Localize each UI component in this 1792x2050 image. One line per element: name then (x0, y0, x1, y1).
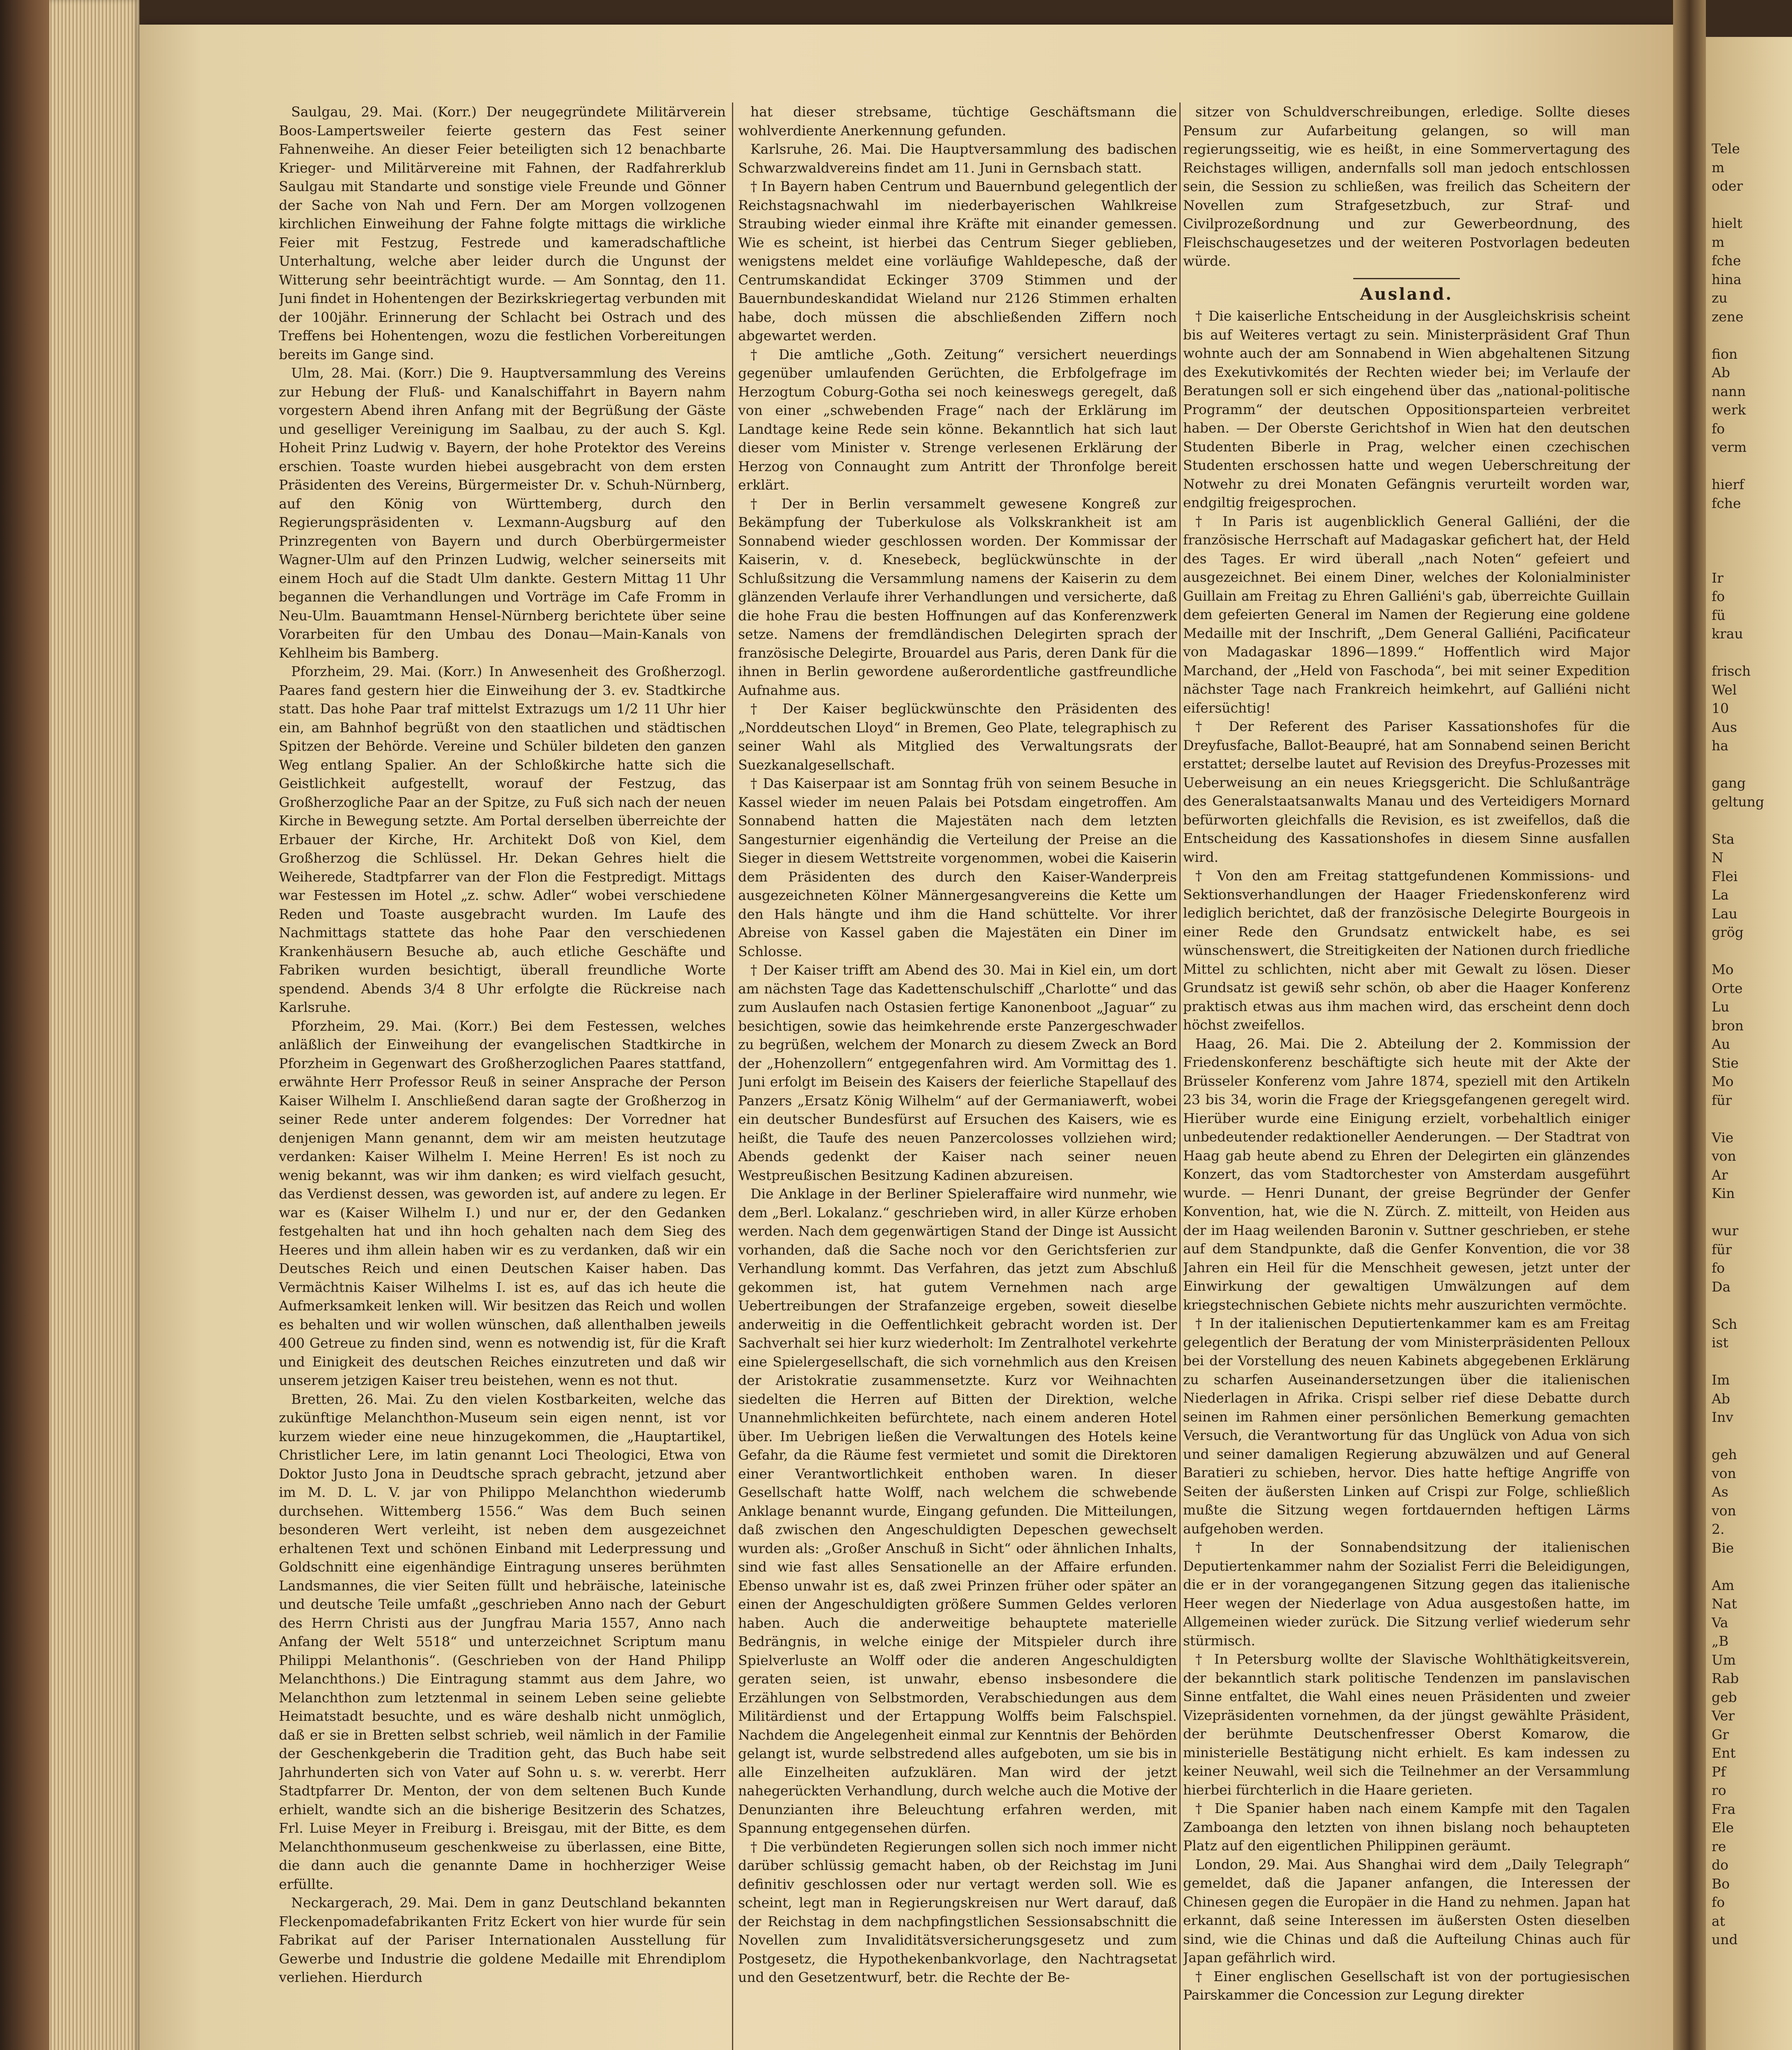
facing-page-line: Gr (1712, 1726, 1729, 1742)
facing-page-line: von (1712, 1502, 1736, 1519)
column-1 (279, 102, 726, 2050)
facing-page-line: für (1712, 1241, 1732, 1257)
facing-page-line: Wel (1712, 681, 1737, 698)
facing-page-line: für (1712, 1092, 1732, 1108)
news-item-regierungen: † Die verbündeten Regierungen sollen sich noch immer nicht darüber schlüssig gemacht haben, ob der Reichstag im Juni definitiv geschlossen oder nur vertagt werden soll. Wie es scheint, legt man in Regierungskreisen nur Wert darauf, daß der Reichstag in dem nachpfingstlichen Sessionsabschnitt die Novellen zum Invaliditätsversicherungsgesetz und zum Postgesetz, die Hypothekenbankvorlage, den Nachtragsetat und den Gesetzentwurf, betr. die Rechte der Be- (738, 1838, 1177, 1985)
facing-page-line: Bie (1712, 1540, 1734, 1556)
news-item-tuberkulose: † Der in Berlin versammelt gewesene Kongreß zur Bekämpfung der Tuberkulose als Volkskrankheit ist am Sonnabend wieder geschlossen worden. Der Kommissar der Kaiserin, v. d. Knesebeck, beglückwünschte in der Schlußsitzung die Versammlung namens der Kaiserin zu dem glänzenden Verlaufe ihrer Verhandlungen und versicherte, daß die hohe Frau die besten Hoffnungen auf das Konferenzwerk setze. Namens der fremdländischen Delegirten sprach der französische Delegirte, Brouardel aus Paris, deren Dank für die ihnen in Berlin gewordene außerordentliche gastfreundliche Aufnahme aus. (738, 495, 1177, 698)
news-item-petersburg: † In Petersburg wollte der Slavische Wohlthätigkeitsverein, der bekanntlich stark politische Tendenzen im panslavischen Sinne entfaltet, die Wahl eines neuen Präsidenten und zweier Vizepräsidenten vornehmen, da der jüngst gewählte Präsident, der berühmte Deutschenfresser Oberst Komarow, die ministerielle Bestätigung nicht erhielt. Es kam indessen zu keiner Neuwahl, weil sich die Teilnehmer an der Versammlung hierbei fürchterlich in die Haare gerieten. (1183, 1651, 1630, 1798)
facing-page-line (1706, 457, 1792, 476)
news-item-spanier: † Die Spanier haben nach einem Kampfe mit den Tagalen Zamboanga den letzten von ihnen bislang noch behaupteten Platz auf den eigentlichen Philippinen geräumt. (1183, 1800, 1630, 1854)
facing-page-line: oder (1712, 178, 1743, 194)
facing-page-line: Tele (1712, 141, 1740, 157)
facing-page-line: at (1712, 1913, 1725, 1929)
facing-page-line: von (1712, 1148, 1736, 1164)
facing-page-line: fo (1712, 1260, 1725, 1276)
facing-page-line: re (1712, 1838, 1726, 1854)
page-edges (49, 0, 139, 2050)
facing-page-line: Flei (1712, 868, 1738, 884)
news-item-reichstag-continuation: sitzer von Schuldverschreibungen, erledige. Sollte dieses Pensum zur Aufarbeitung gelangen, so will man regierungsseitig, wie es heißt, in eine Sommervertagung des Reichstages willigen, andernfalls soll man jedoch entschlossen sein, die Session zu schließen, was freilich das Scheitern der Novellen zum Strafgesetzbuch, zur Straf- und Civilprozeßordnung und zur Gewerbeordnung, des Fleischschaugesetzes und der weiteren Postvorlagen bedeuten würde. (1183, 104, 1630, 269)
facing-page-line: hielt (1712, 215, 1743, 231)
section-heading-ausland: Ausland. (1360, 284, 1453, 304)
facing-page-line: Va (1712, 1614, 1728, 1631)
facing-page-line: La (1712, 887, 1729, 903)
facing-page-line: von (1712, 1465, 1736, 1481)
news-item-saulgau: Saulgau, 29. Mai. (Korr.) Der neugegründete Militärverein Boos-Lampertsweiler feierte gestern das Fest seiner Fahnenweihe. An dieser Feier beteiligten sich 12 benachbarte Krieger- und Militärvereine mit Fahnen, der Radfahrerklub Saulgau mit Standarte und sonstige viele Freunde und Gönner der Sache von Nah und Fern. Der am Morgen vollzogenen kirchlichen Einweihung der Fahne folgte mittags die wirkliche Feier mit Festzug, Festrede und kameradschaftliche Unterhaltung, welche aber leider durch die Ungunst der Witterung sehr beeinträchtigt wurde. — Am Sonntag, den 11. Juni findet in Hohentengen der Bezirkskriegertag verbunden mit der 100jähr. Erinnerung der Schlacht bei Ostrach und des Treffens bei Hohentengen, wozu die festlichen Vorbereitungen bereits im Gange sind. (279, 104, 726, 362)
facing-page-line: N (1712, 850, 1724, 866)
facing-page-line (1706, 1427, 1792, 1446)
facing-page-line: Sch (1712, 1316, 1737, 1332)
facing-page-line: m (1712, 234, 1725, 250)
facing-page-line (1706, 1352, 1792, 1371)
facing-page-line: Au (1712, 1036, 1730, 1052)
facing-page-line: ist (1712, 1335, 1728, 1351)
news-item-kaiserpaar: † Das Kaiserpaar ist am Sonntag früh von seinem Besuche in Kassel wieder im neuen Palais bei Potsdam eingetroffen. Am Sonnabend hatten die Majestäten nach dem letzten Sangesturnier eigenhändig die Verteilung der Preise an die Sieger in diesem Wettstreite vorgenommen, wobei die Kaiserin dem Präsidenten des durch den Kaiser-Wanderpreis ausgezeichneten Kölner Männergesangvereins die Kette um den Hals hängte und ihm die Hand schüttelte. Vor ihrer Abreise von Kassel gaben die Majestäten ein Diner im Schlosse. (738, 775, 1177, 959)
facing-page-line: geh (1712, 1446, 1737, 1462)
facing-page-line: fo (1712, 420, 1725, 437)
news-item-italien-2: † In der Sonnabendsitzung der italienischen Deputiertenkammer nahm der Sozialist Ferri die Beleidigungen, die er in der vorangegangenen Sitzung gegen das italienische Heer wegen der Niederlage von Adua ausgestoßen hatte, im Allgemeinen wieder zurück. Die Sitzung verlief wiederum sehr stürmisch. (1183, 1539, 1630, 1649)
book-cover-edge (0, 0, 49, 2050)
column-rule (732, 102, 733, 2050)
section-divider (1353, 278, 1460, 279)
facing-page-line: krau (1712, 626, 1743, 642)
facing-page-line: verm (1712, 439, 1747, 455)
facing-page-line (1706, 531, 1792, 550)
facing-page-line: hierf (1712, 476, 1744, 492)
facing-page-line: Inv (1712, 1409, 1733, 1425)
facing-page-line: geltung (1712, 793, 1765, 810)
facing-page-line: Nat (1712, 1596, 1737, 1612)
facing-page-line: Sta (1712, 831, 1735, 847)
facing-page-line (1706, 196, 1792, 214)
facing-page-line: bron (1712, 1017, 1744, 1034)
facing-page-line: Ele (1712, 1820, 1734, 1836)
news-item-pforzheim-2: Pforzheim, 29. Mai. (Korr.) Bei dem Festessen, welches anläßlich der Einweihung der evangelischen Stadtkirche in Pforzheim in Gegenwart des Großherzoglichen Paares stattfand, erwähnte Herr Professor Reuß in seiner Ansprache der Person Kaiser Wilhelm I. Anschließend daran sagte der Großherzog in seiner Rede unter anderem folgendes: Der Vorredner hat denjenigen Mann genannt, dem wir am meisten heutzutage verdanken: Kaiser Wilhelm I. Meine Herren! Es ist noch zu wenig bekannt, was wir ihm danken; es wird vielfach gesucht, das Verdienst dessen, was geworden ist, auf andere zu legen. Er war es (Kaiser Wilhelm I.) und nur er, der den Gedanken festgehalten hat und ihn hoch gehalten nach dem Sieg des Heeres und ihm allein haben wir es zu verdanken, daß wir ein Deutsches Reich und einen Deutschen Kaiser haben. Das Vermächtnis Kaiser Wilhelms I. ist es, auf das ich heute die Aufmerksamkeit lenken will. Wir besitzen das Reich und wollen es behalten und wir wollen wünschen, daß allenthalben jeweils 400 Getreue zu finden sind, wenn es notwendig ist, für die Kraft und Einigkeit des deutschen Reiches einzutreten und daß wir unserem jetzigen Kaiser treu beistehen, wenn es not thut. (279, 1018, 726, 1388)
column-2 (738, 102, 1177, 2050)
facing-page-line: Da (1712, 1278, 1731, 1295)
facing-page-line: Um (1712, 1651, 1736, 1668)
facing-page-line (1706, 326, 1792, 345)
facing-page-line (1706, 512, 1792, 531)
facing-page-line: 10 (1712, 700, 1729, 716)
facing-page-line: „B (1712, 1633, 1729, 1649)
news-item-italien-1: † In der italienischen Deputiertenkammer kam es am Freitag gelegentlich der Beratung der vom Ministerpräsidenten Pelloux bei der Vorstellung des neuen Kabinets abgegebenen Erklärung zu scharfen Auseinandersetzungen über die italienischen Niederlagen in Afrika. Crispi selber rief diese Debatte durch seinen im Rahmen einer persönlichen Bemerkung gemachten Versuch, die Verantwortung für das Unglück von Adua von sich und seiner damaligen Regierung abzuwälzen und auf General Baratieri zu schieben, hervor. Dies hatte heftige Angriffe von Seiten der äußersten Linken auf Crispi zur Folge, schließlich mußte die Sitzung wegen fortdauernden heftigen Lärms aufgehoben werden. (1183, 1315, 1630, 1537)
facing-page-line: Kin (1712, 1185, 1735, 1201)
news-item-london: London, 29. Mai. Aus Shanghai wird dem „Daily Telegraph“ gemeldet, daß die Japaner anfangen, die Interessen der Chinesen gegen die Europäer in die Hand zu nehmen. Japan hat erkannt, daß seine Interessen im äußersten Osten dieselben sind, wie die Chinas und daß die Aufteilung Chinas auch für Japan gefährlich wird. (1183, 1856, 1630, 1966)
news-item-ausgleichskrisis: † Die kaiserliche Entscheidung in der Ausgleichskrisis scheint bis auf Weiteres vertagt zu sein. Ministerpräsident Graf Thun wohnte auch der am Sonnabend in Wien abgehaltenen Sitzung des Exekutivkomités der Rechten wieder bei; im Verlaufe der Beratungen soll er sich eingehend über das „national-politische Programm“ der deutschen Oppositionsparteien verbreitet haben. — Der Oberste Gerichtshof in Wien hat den deutschen Studenten Biberle in Prag, welcher einen czechischen Studenten erschossen hatte und wegen Ueberschreitung der Notwehr zu drei Monaten Gefängnis verurteilt worden war, endgiltig freigesprochen. (1183, 308, 1630, 510)
column-3 (1183, 102, 1630, 2050)
facing-page-line (1706, 811, 1792, 830)
facing-page-line: Ver (1712, 1708, 1735, 1724)
facing-page-line (1706, 1109, 1792, 1128)
news-item-neckargerach: Neckargerach, 29. Mai. Dem in ganz Deutschland bekannten Fleckenpomadefabrikanten Fritz Eckert von hier wurde für sein Fabrikat auf der Pariser Internationalen Ausstellung für Gewerbe und Industrie die goldene Medaille mit Ehrendiplom verliehen. Hierdurch (279, 1895, 726, 1985)
facing-page-line: Mo (1712, 961, 1734, 977)
facing-page-line: fche (1712, 253, 1741, 269)
news-item-bretten: Bretten, 26. Mai. Zu den vielen Kostbarkeiten, welche das zukünftige Melanchthon-Museum sein eigen nennt, ist vor kurzem wieder eine neue hinzugekommen, die „Hauptartikel, Christlicher Lere, im latin genannt Loci Theologici, Etwa von Doktor Justo Jona in Deudtsche sprach gebracht, jetzund aber im M. D. L. V. jar von Philippo Melanchthon wiederumb durchsehen. Wittemberg 1556.“ Was dem Buch seinen besonderen Wert verleiht, ist neben dem ausgezeichnet erhaltenen Text und schönen Einband mit Lederpressung und Goldschnitt eine eigenhändige Eintragung unseres berühmten Landsmannes, die vier Seiten füllt und hebräische, lateinische und deutsche Teile umfaßt „geschrieben Anno nach der Geburt des Herrn Christi aus der Jungfrau Maria 1557, Anno nach Anfang der Welt 5518“ und unterzeichnet Scriptum manu Philippi Melanthonis“. (Geschrieben von der Hand Philipp Melanchthons.) Die Eintragung stammt aus dem Jahre, wo Melanchthon zum letztenmal in seinem Leben seine geliebte Heimatstadt besuchte, und es wäre deshalb nicht unmöglich, daß er sie in Bretten selbst schrieb, weil nämlich in der Familie der Geschenkgeberin die Tradition geht, das Buch habe seit Jahrhunderten sich von Vater auf Sohn u. s. w. vererbt. Herr Stadtpfarrer Dr. Menton, der von dem seltenen Buch Kunde erhielt, wandte sich an die bisherige Besitzerin des Schatzes, Frl. Luise Meyer in Freiburg i. Breisgau, mit der Bitte, es dem Melanchthonmuseum geschenkweise zu überlassen, eine Bitte, die dann auch die genannte Dame in hochherziger Weise erfüllte. (279, 1391, 726, 1892)
facing-page-line: fü (1712, 607, 1726, 623)
facing-page-line: Ir (1712, 569, 1724, 586)
facing-page-line: Stie (1712, 1055, 1739, 1071)
news-item-haag: Haag, 26. Mai. Die 2. Abteilung der 2. Kommission der Friedenskonferenz beschäftigte sich heute mit der Akte der Brüsseler Konferenz vom Jahre 1874, speziell mit den Artikeln 23 bis 34, worin die Frage der Kriegsgefangenen geregelt wird. Hierüber wurde eine Einigung erzielt, vorbehaltlich einiger unbedeutender redaktioneller Aenderungen. — Der Stadtrat von Haag gab heute abend zu Ehren der Delegirten ein glänzendes Konzert, das vom Stadtorchester von Amsterdam ausgeführt wurde. — Henri Dunant, der greise Begründer der Genfer Konvention, hat, wie die N. Zürch. Z. mitteilt, von Heiden aus der im Haag weilenden Baronin v. Suttner geschrieben, er stehe auf dem Standpunkte, daß die Genfer Konvention, die vor 38 Jahren ein Heil für die Menschheit gewesen, jetzt unter der Einwirkung der gewaltigen Umwälzungen auf dem kriegstechnischen Gebiete nichts mehr auszurichten vermöchte. (1183, 1035, 1630, 1313)
news-item-friedenskonferenz: † Von den am Freitag stattgefundenen Kommissions- und Sektionsverhandlungen der Haager Friedenskonferenz wird lediglich berichtet, daß der französische Delegirte Bourgeois in einer Rede den Grundsatz entwickelt habe, es sei wünschenswert, die Streitigkeiten der Nationen durch friedliche Mittel zu schlichten, nicht aber mit Gewalt zu lösen. Dieser Grundsatz ist gewiß sehr schön, ob aber die Haager Konferenz praktisch etwas aus ihm machen wird, das erscheint denn doch höchst zweifellos. (1183, 868, 1630, 1033)
facing-page-line: Mo (1712, 1073, 1734, 1089)
news-item-continuation: hat dieser strebsame, tüchtige Geschäftsmann die wohlverdiente Anerkennung gefunden. (738, 104, 1177, 139)
facing-page-line: Fra (1712, 1801, 1736, 1817)
facing-page-line (1706, 942, 1792, 961)
facing-page-line: As (1712, 1484, 1728, 1500)
facing-page-fragment (1706, 37, 1792, 2050)
news-item-pforzheim-1: Pforzheim, 29. Mai. (Korr.) In Anwesenheit des Großherzogl. Paares fand gestern hier die Einweihung der 3. ev. Stadtkirche statt. Das hohe Paar traf mittelst Extrazugs um 1/2 11 Uhr hier ein, am Bahnhof begrüßt von den staatlichen und städtischen Spitzen der Behörde. Vereine und Schüler bildeten den ganzen Weg entlang Spalier. An der Schloßkirche hatte sich die Geistlichkeit aufgestellt, worauf der Festzug, das Großherzogliche Paar an der Spitze, zu Fuß sich nach der neuen Kirche in Bewegung setzte. Am Portal derselben überreichte der Erbauer der Kirche, Hr. Architekt Doß von Kiel, dem Großherzog die Schlüssel. Hr. Dekan Gehres hielt die Weiherede, Stadtpfarrer van der Flon die Festpredigt. Mittags war Festessen im Hotel „z. schw. Adler“ wobei verschiedene Reden und Toaste ausgebracht wurden. Im Laufe des Nachmittags stattete das hohe Paar den verschiedenen Krankenhäusern Besuche ab, auch etliche Geschäfte und Fabriken wurden besichtigt, überall freundliche Worte spendend. Abends 3/4 8 Uhr erfolgte die Rückreise nach Karlsruhe. (279, 663, 726, 1015)
news-item-paris-gallieni: † In Paris ist augenblicklich General Galliéni, der die französische Herrschaft auf Madagaskar gefichert hat, der Held des Tages. Er wird überall „nach Noten“ gefeiert und ausgezeichnet. Bei einem Diner, welches der Kolonialminister Guillain am Freitag zu Ehren Galliéni's gab, überreichte Guillain dem gefeierten General im Namen der Regierung eine goldene Medaille mit der Inschrift, „Dem General Galliéni, Pacificateur von Madagaskar 1896—1899.“ Hoffentlich wird Major Marchand, der „Held von Faschoda“, bei mit seiner Expedition nächster Tage nach Frankreich heimkehrt, auf Galliéni nicht eifersüchtig! (1183, 513, 1630, 716)
facing-page-line (1706, 1296, 1792, 1315)
facing-page-line: frisch (1712, 663, 1751, 679)
facing-page-line: geb (1712, 1689, 1737, 1705)
facing-page-line: und (1712, 1932, 1738, 1947)
facing-page-line (1706, 643, 1792, 662)
facing-page-line: 2. (1712, 1521, 1725, 1537)
facing-page-line: Lau (1712, 905, 1737, 922)
news-item-portugal: † Einer englischen Gesellschaft ist von der portugiesischen Pairskammer die Concession zur Legung direkter (1183, 1968, 1630, 2003)
facing-page-line (1706, 755, 1792, 774)
facing-page-line: zene (1712, 308, 1744, 325)
news-item-gotha: † Die amtliche „Goth. Zeitung“ versichert neuerdings gegenüber umlaufenden Gerüchten, die Erbfolgefrage im Herzogtum Coburg-Gotha sei noch keineswegs geregelt, daß von einer „schwebenden Frage“ nach der Erklärung im Landtage keine Rede sein könne. Bekanntlich hat sich laut dieser vom Minister v. Strenge verlesenen Erklärung der Herzog von Connaught zum Antritt der Thronfolge bereit erklärt. (738, 346, 1177, 493)
facing-page-line: Bo (1712, 1875, 1730, 1892)
facing-page-line: fo (1712, 1894, 1725, 1910)
facing-page-line: ro (1712, 1782, 1726, 1798)
facing-page-line: nann (1712, 383, 1746, 399)
facing-page-line: fion (1712, 346, 1738, 362)
news-item-kaiser-lloyd: † Der Kaiser beglückwünschte den Präsidenten des „Norddeutschen Lloyd“ in Bremen, Geo Plate, telegraphisch zu seiner Wahl als Mitglied des Verwaltungsrats der Suezkanalgesellschaft. (738, 701, 1177, 773)
news-item-kaiser-kiel: † Der Kaiser trifft am Abend des 30. Mai in Kiel ein, um dort am nächsten Tage das Kadettenschulschiff „Charlotte“ und das zum Auslaufen nach Ostasien fertige Kanonenboot „Jaguar“ zu besichtigen, sowie das heimkehrende erste Panzergeschwader zu begrüßen, welchem der Monarch zu diesem Zweck an Bord der „Hohenzollern“ entgegenfahren wird. Am Vormittag des 1. Juni erfolgt im Beisein des Kaisers der feierliche Stapellauf des Panzers „Ersatz König Wilhelm“ auf der Germaniawerft, wobei ein deutscher Bundesfürst auf Ersuchen des Kaisers, wie es heißt, die Taufe des neuen Panzercolosses vollziehen wird; Abends gedenkt der Kaiser nach seiner neuen Westpreußischen Besitzung Kadinen abzureisen. (738, 962, 1177, 1183)
facing-page-line: gang (1712, 775, 1746, 791)
facing-page-line: Aus (1712, 719, 1737, 735)
facing-page-line: grög (1712, 924, 1744, 940)
facing-page-line: do (1712, 1857, 1728, 1873)
facing-page-text (1706, 37, 1792, 1949)
facing-page-line: Im (1712, 1372, 1730, 1388)
facing-page-line: Ab (1712, 364, 1730, 380)
facing-page-line: Rab (1712, 1670, 1739, 1686)
facing-page-line: werk (1712, 402, 1746, 418)
facing-page-line: fche (1712, 495, 1741, 511)
facing-page-line: zu (1712, 290, 1728, 306)
facing-page-line: Orte (1712, 980, 1743, 996)
news-item-dreyfus: † Der Referent des Pariser Kassationshofes für die Dreyfusfache, Ballot-Beaupré, hat am Sonnabend seinen Bericht erstattet; derselbe lautet auf Revision des Dreyfus-Prozesses mit Ueberweisung an ein neues Kriegsgericht. Die Schlußanträge des Generalstaatsanwalts Manau und des Verteidigers Mornard befürworten gleichfalls die Revision, es ist zweifellos, daß die Entscheidung des Kassationshofes in diesem Sinne ausfallen wird. (1183, 718, 1630, 865)
column-rule (1179, 102, 1181, 2050)
facing-page-line: Ab (1712, 1390, 1730, 1407)
facing-page-line: hina (1712, 271, 1742, 287)
facing-page-line: m (1712, 159, 1725, 175)
facing-page-line: Vie (1712, 1129, 1734, 1146)
news-item-karlsruhe: Karlsruhe, 26. Mai. Die Hauptversammlung des badischen Schwarzwaldvereins findet am 11. Juni in Gernsbach statt. (738, 141, 1177, 176)
facing-page-line: Am (1712, 1577, 1735, 1593)
facing-page-line (1706, 1557, 1792, 1576)
facing-page-line: wur (1712, 1223, 1739, 1239)
facing-page-line: Ar (1712, 1166, 1728, 1183)
facing-page-line: Lu (1712, 999, 1730, 1015)
facing-page-line: ha (1712, 738, 1728, 754)
facing-page-line (1706, 1203, 1792, 1222)
facing-page-line: Ent (1712, 1745, 1736, 1761)
facing-page-line (1706, 550, 1792, 569)
news-item-spieleraffaire: Die Anklage in der Berliner Spieleraffaire wird nunmehr, wie dem „Berl. Lokalanz.“ geschrieben wird, in aller Kürze erhoben werden. Nach dem gegenwärtigen Stand der Dinge ist Aussicht vorhanden, daß die Sache noch vor den Gerichtsferien zur Verhandlung kommt. Das Verfahren, das jetzt zum Abschluß gekommen ist, hat gutem Vernehmen nach arge Uebertreibungen der Strafanzeige ergeben, soweit dieselbe anderweitig in die Oeffentlichkeit gebracht worden ist. Der Sachverhalt sei hier kurz wiederholt: Im Zentralhotel verkehrte eine Spielergesellschaft, die sich vornehmlich aus den Kreisen der Aristokratie zusammensetzte. Kurz vor Weihnachten siedelten die Herren auf Bitten der Direktion, welche Unannehmlichkeiten befürchtete, nach einem anderen Hotel über. Im Uebrigen ließen die Verwaltungen des Hotels keine Gefahr, da die Räume fest vermietet und somit die Direktoren einer Verantwortlichkeit enthoben waren. In dieser Gesellschaft hatte Wolff, nach welchem die schwebende Anklage benannt wurde, Eingang gefunden. Die Mitteilungen, daß zwischen den Angeschuldigten Depeschen gewechselt wurden als: „Großer Anschuß in Sicht“ oder ähnlichen Inhalts, sind wie fast alles Sensationelle an der Affaire erfunden. Ebenso unwahr ist es, daß zwei Prinzen früher oder später an einen der Angeschuldigten größere Summen Geldes verloren haben. Auch die anderweitige behauptete materielle Bedrängnis, in welche einige der Mitspieler durch ihre Spielverluste an Wolff oder die anderen Angeschuldigten geraten seien, ist unwahr, ebenso insbesondere die Erzählungen von Selbstmorden, Verabschiedungen aus dem Militärdienst und der Ertappung Wolffs beim Falschspiel. Nachdem die Angelegenheit einmal zur Kenntnis der Behörden gelangt ist, wurde selbstredend alles aufgeboten, um sie bis in alle Einzelheiten aufzuklären. Man wird der jetzt nahegerückten Verhandlung, durch welche auch die Motive der Denunzianten ihre Beleuchtung erfahren werden, mit Spannung entgegensehen dürfen. (738, 1186, 1177, 1836)
news-item-ulm: Ulm, 28. Mai. (Korr.) Die 9. Hauptversammlung des Vereins zur Hebung der Fluß- und Kanalschiffahrt in Bayern nahm vorgestern Abend ihren Anfang mit der Begrüßung der Gäste und geselliger Vereinigung im Saalbau, zu der auch S. Kgl. Hoheit Prinz Ludwig v. Bayern, der hohe Protektor des Vereins erschien. Toaste wurden hiebei ausgebracht von dem ersten Präsidenten des Vereins, Bürgermeister Dr. v. Schuh-Nürnberg, auf den König von Württemberg, durch den Regierungspräsidenten v. Lexmann-Augsburg auf den Prinzregenten von Bayern und durch Oberbürgermeister Wagner-Ulm auf den Prinzen Ludwig, welcher seinerseits mit einem Hoch auf die Stadt Ulm dankte. Gestern Mittag 11 Uhr begannen die Verhandlungen und Vorträge im Cafe Fromm in Neu-Ulm. Bauamtmann Hensel-Nürnberg berichtete über seine Vorarbeiten für den Umbau des Donau—Main-Kanals von Kehlheim bis Bamberg. (279, 365, 726, 661)
book-gutter (1673, 0, 1706, 2050)
facing-page-line: Pf (1712, 1763, 1726, 1780)
news-item-bayern: † In Bayern haben Centrum und Bauernbund gelegentlich der Reichstagsnachwahl im niederbayerischen Wahlkreise Straubing wieder einmal ihre Kräfte mit einander gemessen. Wie es scheint, ist hierbei das Centrum Sieger geblieben, wenigstens meldet eine vorläufige Wahldepesche, daß der Centrumskandidat Eckinger 3709 Stimmen und der Bauernbundeskandidat Wieland nur 2126 Stimmen erhalten habe, doch müssen die abschließenden Ziffern noch abgewartet werden. (738, 178, 1177, 344)
facing-page-line: fo (1712, 588, 1725, 604)
